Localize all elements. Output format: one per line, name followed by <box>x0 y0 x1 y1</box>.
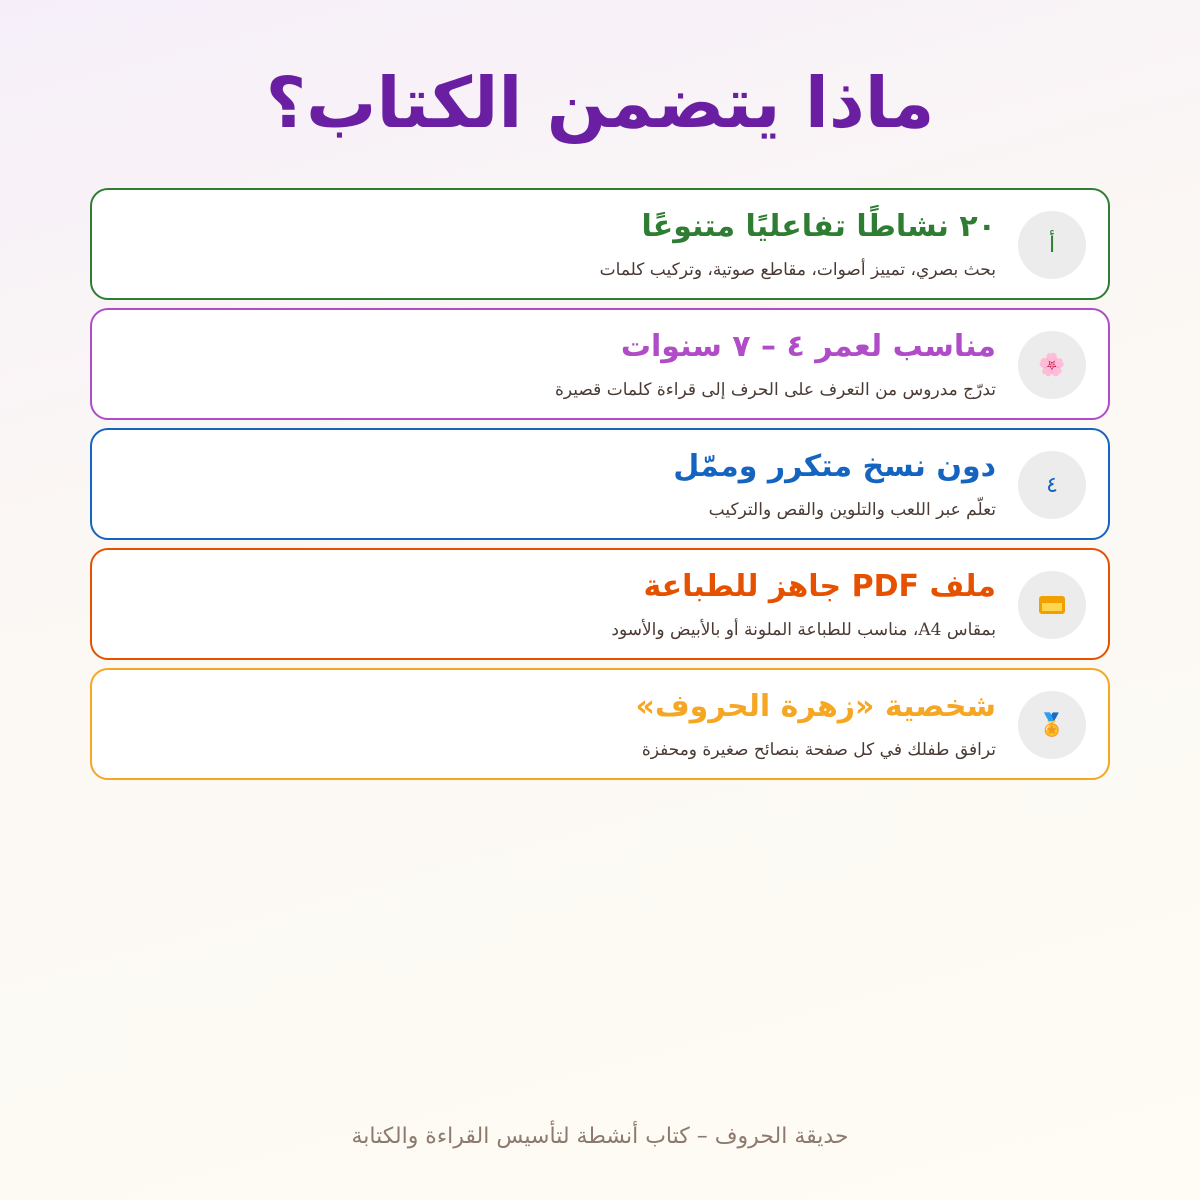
feature-heading: ٢٠ نشاطًا تفاعليًا متنوعًا <box>641 209 996 244</box>
page-title: ماذا يتضمن الكتاب؟ <box>265 62 935 144</box>
features-list <box>90 188 1110 788</box>
feature-card-activities <box>90 188 1110 300</box>
badge-medal-icon: 🏅 <box>1018 691 1086 759</box>
feature-card-age <box>90 308 1110 420</box>
feature-description: ترافق طفلك في كل صفحة بنصائح صغيرة ومحفزة <box>641 740 996 760</box>
feature-description: تعلّم عبر اللعب والتلوين والقص والتركيب <box>708 500 996 520</box>
feature-description: بمقاس A4، مناسب للطباعة الملونة أو بالأبيض والأسود <box>611 620 996 640</box>
footer-tagline: حديقة الحروف – كتاب أنشطة لتأسيس القراءة والكتابة <box>351 1124 849 1149</box>
feature-heading: مناسب لعمر ٤ – ٧ سنوات <box>620 329 996 364</box>
feature-card-pdf <box>90 548 1110 660</box>
feature-card-character <box>90 668 1110 780</box>
feature-card-no-copying <box>90 428 1110 540</box>
flower-character-icon: 🌸 <box>1018 331 1086 399</box>
printer-document-icon <box>1018 571 1086 639</box>
feature-heading: ملف PDF جاهز للطباعة <box>643 569 996 604</box>
feature-heading: شخصية «زهرة الحروف» <box>635 689 996 724</box>
feature-description: بحث بصري، تمييز أصوات، مقاطع صوتية، وتركيب كلمات <box>599 260 996 280</box>
feature-heading: دون نسخ متكرر وممّل <box>673 449 996 484</box>
alif-letter-icon: أ <box>1018 211 1086 279</box>
feature-description: تدرّج مدروس من التعرف على الحرف إلى قراءة كلمات قصيرة <box>555 380 996 400</box>
number-four-icon: ٤ <box>1018 451 1086 519</box>
